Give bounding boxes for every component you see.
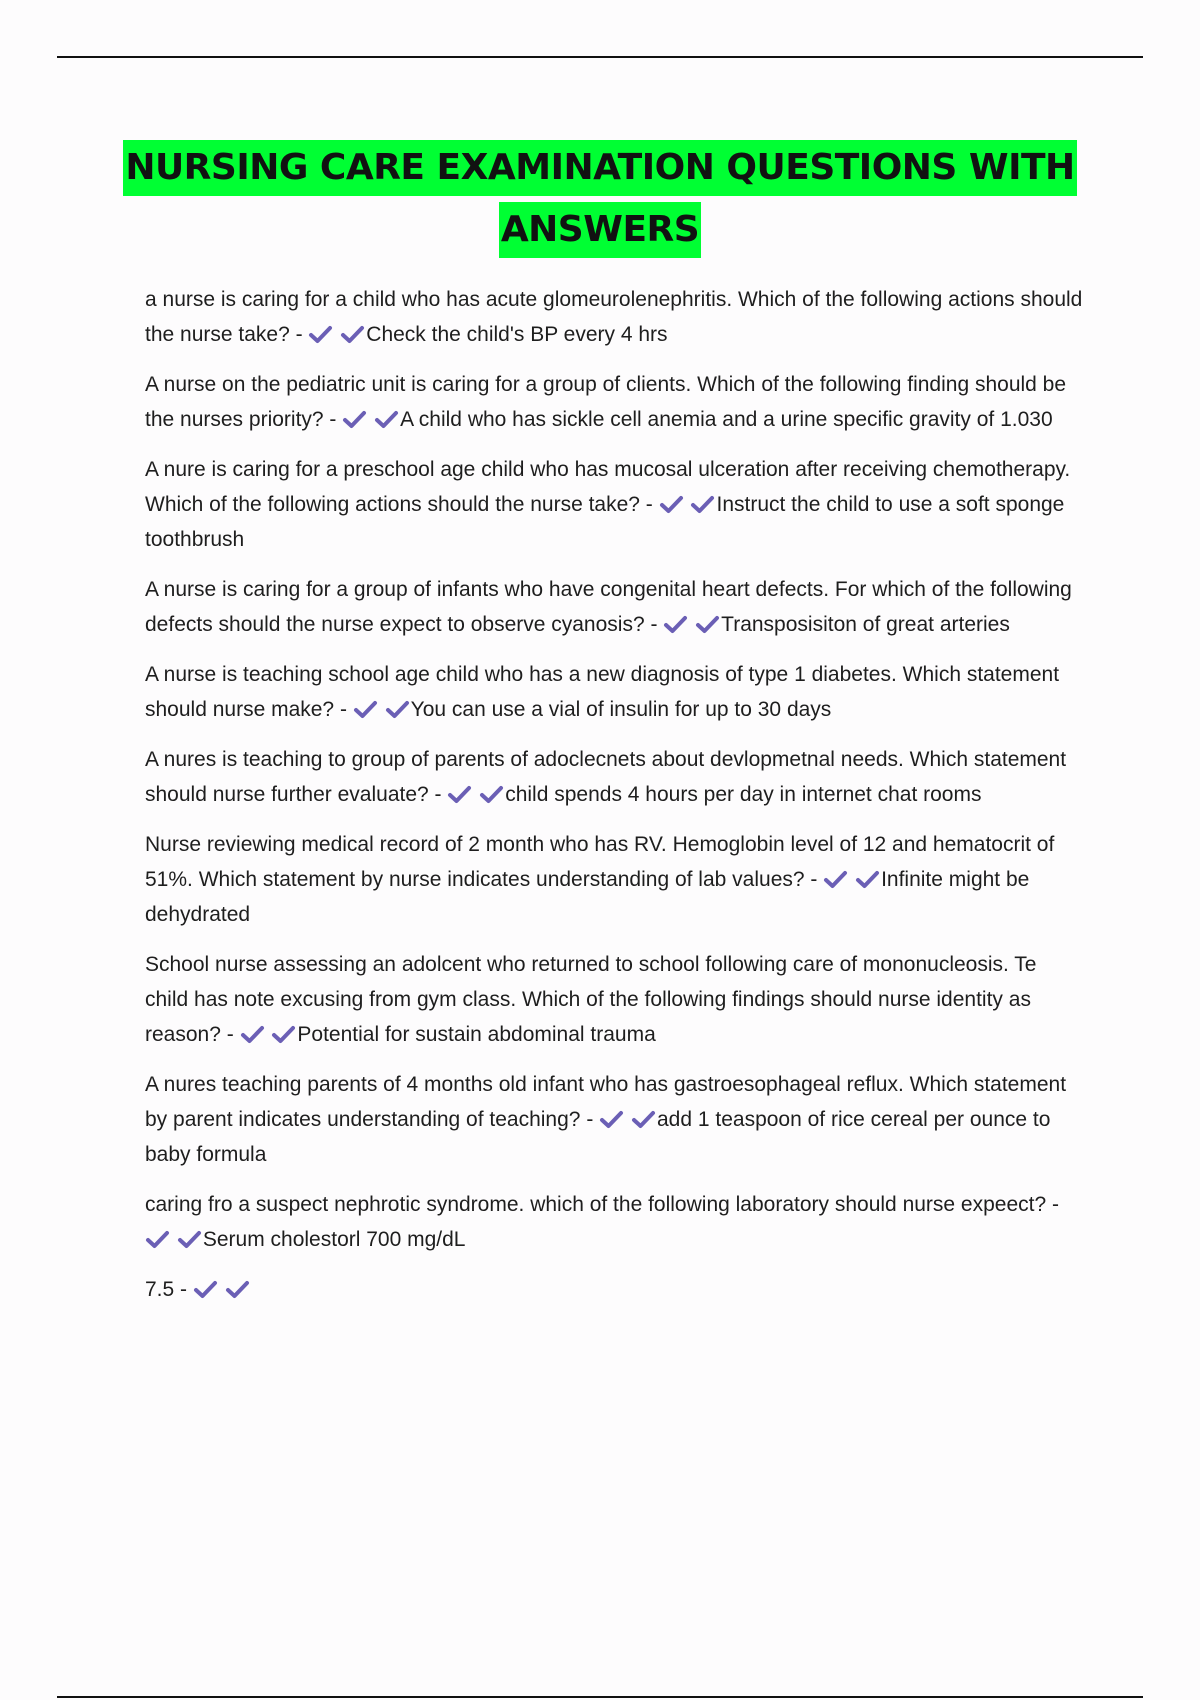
checkmark-icon [599,1110,625,1130]
checkmark-icon [855,870,881,890]
answer-text: Potential for sustain abdominal trauma [297,1023,656,1046]
qa-item [145,742,1085,812]
checkmark-icon [308,325,334,345]
checkmark-icon [695,615,721,635]
qa-item [145,657,1085,727]
question-text: A nurse on the pediatric unit is caring for a group of clients. Which of the following finding should be the nurses priority? [145,373,1067,431]
answer-text: You can use a vial of insulin for up to 30 days [410,698,832,721]
question-text: A nurse is teaching school age child who has a new diagnosis of type 1 diabetes. Which statement should nurse make? [145,663,1060,721]
title-line-1: NURSING CARE EXAMINATION QUESTIONS WITH [123,140,1076,196]
checkmark-icon [659,495,685,515]
separator: - [1046,1193,1059,1216]
checkmark-icon [353,700,379,720]
separator: - [174,1278,193,1301]
qa-item [145,947,1085,1052]
checkmark-icon [631,1110,657,1130]
separator: - [644,613,664,636]
checkmark-icon [374,410,400,430]
question-text: caring fro a suspect nephrotic syndrome. which of the following laboratory should nurse expeect? [145,1193,1047,1216]
qa-item [145,367,1085,437]
answer-text: Serum cholestorl 700 mg/dL [202,1228,466,1251]
answer-text: Transposisiton of great arteries [721,613,1010,636]
qa-item [145,827,1085,932]
qa-item [145,1272,1085,1307]
checkmark-icon [663,615,689,635]
page-title [100,140,1100,258]
answer-text: child spends 4 hours per day in internet chat rooms [505,783,982,806]
qa-item [145,572,1085,642]
checkmark-icon [193,1280,219,1300]
separator: - [428,783,448,806]
question-text: 7.5 [145,1278,175,1301]
checkmark-icon [342,410,368,430]
separator: - [580,1108,600,1131]
bottom-rule [57,1696,1143,1698]
answer-text: Infinite might be dehydrated [145,868,1030,926]
top-rule [57,56,1143,58]
checkmark-icon [385,700,411,720]
checkmark-icon [447,785,473,805]
question-text: School nurse assessing an adolcent who returned to school following care of mononucleosis. Te child has note excusing from gym class. Which of the following findings should nurse identity as reason? [145,953,1037,1046]
question-text: a nurse is caring for a child who has acute glomeurolenephritis. Which of the following actions should the nurse take? [145,288,1083,346]
answer-text: Check the child's BP every 4 hrs [366,323,668,346]
qa-item [145,452,1085,557]
qa-item [145,282,1085,352]
separator: - [220,1023,240,1046]
question-text: A nures teaching parents of 4 months old infant who has gastroesophageal reflux. Which statement by parent indicates understanding of teaching? [145,1073,1067,1131]
checkmark-icon [225,1280,251,1300]
checkmark-icon [479,785,505,805]
separator: - [334,698,353,721]
question-text: A nure is caring for a preschool age child who has mucosal ulceration after receiving chemotherapy. Which of the following actions should the nurse take? [145,458,1071,516]
checkmark-icon [240,1025,266,1045]
checkmark-icon [145,1230,171,1250]
answer-text: Instruct the child to use a soft sponge toothbrush [145,493,1065,551]
question-text: Nurse reviewing medical record of 2 month who has RV. Hemoglobin level of 12 and hematocrit of 51%. Which statement by nurse indicates understanding of lab values? [145,833,1055,891]
answer-text: A child who has sickle cell anemia and a urine specific gravity of 1.030 [400,408,1053,431]
separator: - [289,323,309,346]
qa-item [145,1187,1085,1257]
separator: - [639,493,659,516]
separator: - [323,408,343,431]
checkmark-icon [271,1025,297,1045]
answer-text: add 1 teaspoon of rice cereal per ounce to baby formula [145,1108,1051,1166]
checkmark-icon [177,1230,203,1250]
question-text: A nures is teaching to group of parents of adoclecnets about devlopmetnal needs. Which statement should nurse further evaluate? [145,748,1067,806]
qa-item [145,1067,1085,1172]
title-line-2: ANSWERS [499,202,701,258]
checkmark-icon [823,870,849,890]
separator: - [804,868,824,891]
question-text: A nurse is caring for a group of infants who have congenital heart defects. For which of the following defects should the nurse expect to observe cyanosis? [145,578,1072,636]
checkmark-icon [690,495,716,515]
question-list [145,282,1085,1322]
checkmark-icon [340,325,366,345]
